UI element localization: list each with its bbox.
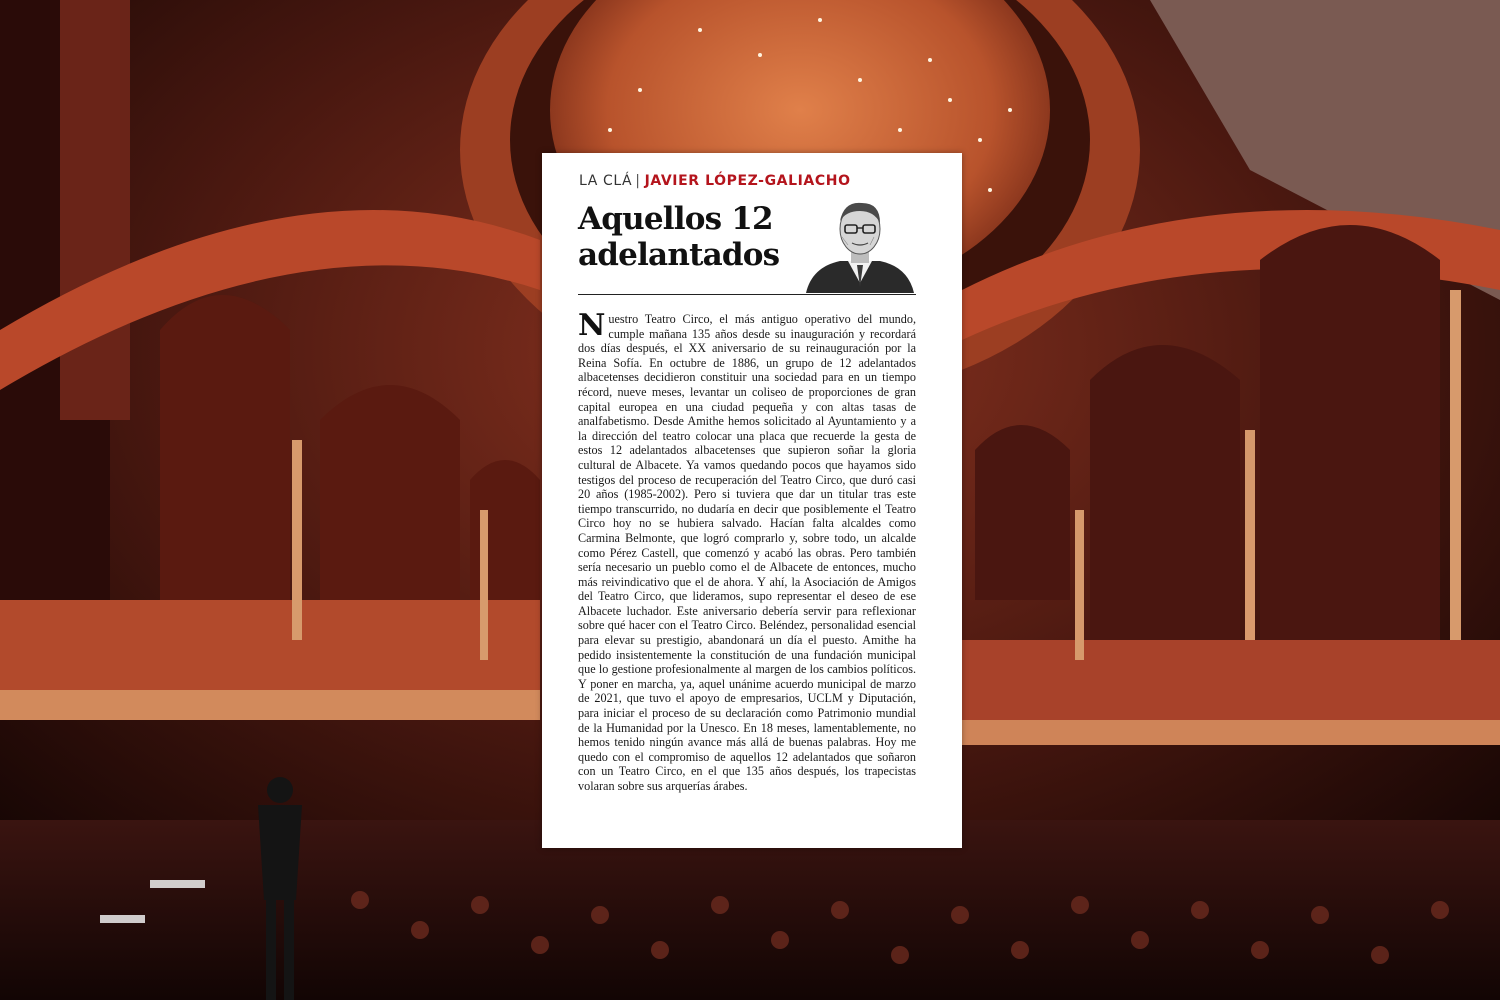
column-kicker <box>579 173 851 189</box>
newspaper-clipping <box>542 153 962 848</box>
headline-divider <box>578 294 916 295</box>
kicker-separator: | <box>635 173 641 189</box>
author-name: JAVIER LÓPEZ-GALIACHO <box>644 173 851 189</box>
article-body <box>578 308 916 794</box>
section-name: LA CLÁ <box>579 173 633 189</box>
drop-cap: N <box>578 308 606 343</box>
author-portrait-icon <box>804 197 916 293</box>
article-headline: Aquellos 12 adelantados <box>578 201 780 273</box>
article-body-text: uestro Teatro Circo, el más antiguo operativo del mundo, cumple mañana 135 años desde su inauguración y recordará dos días después, el XX aniversario de su reinauguración por la Reina Sofía. En octubre de 1886, un grupo de 12 adelantados albacetenses decidieron constituir una sociedad para en un tiempo récord, nueve meses, levantar un coliseo de proporciones de gran capital europea en una ciudad pequeña y con altas tasas de analfabetismo. Desde Amithe hemos solicitado al Ayuntamiento y a la dirección del teatro colocar una placa que recuerde la gesta de estos 12 adelantados albacetenses que supieron soñar la gloria cultural de Albacete. Ya vamos quedando pocos que hayamos sido testigos del proceso de recuperación del Teatro Circo, que duró casi 20 años (1985-2002). Pero si tuviera que dar un titular tras este tiempo transcurrido, no dudaría en decir que posiblemente el Teatro Circo hoy no se hubiera salvado. Hacían falta alcaldes como Carmina Belmonte, que logró comprarlo y, sobre todo, un alcalde como Pérez Castell, que comenzó y acabó las obras. Pero también sería necesario un pueblo como el de Albacete de entonces, mucho más reivindicativo que el de ahora. Y ahí, la Asociación de Amigos del Teatro Circo, que lideramos, supo representar el deseo de ese Albacete luchador. Este aniversario debería servir para reflexionar sobre qué hacer con el Teatro Circo. Beléndez, personalidad esencial para elevar su prestigio, abandonará un día el puesto. Amithe ha pedido insistentemente la constitución de una fundación municipal que lo gestione profesionalmente al margen de los cambios políticos. Y poner en marcha, ya, aquel unánime acuerdo municipal de marzo de 2021, que tuvo el apoyo de empresarios, UCLM y Diputación, para iniciar el proceso de su declaración como Patrimonio mundial de la Humanidad por la Unesco. En 18 meses, lamentablemente, no hemos tenido ningún avance más allá de buenas palabras. Hoy me quedo con el compromiso de aquellos 12 adelantados que soñaron con un Teatro Circo, en el que 135 años después, los trapecistas volaran sobre sus arquerías árabes. <box>578 312 916 793</box>
